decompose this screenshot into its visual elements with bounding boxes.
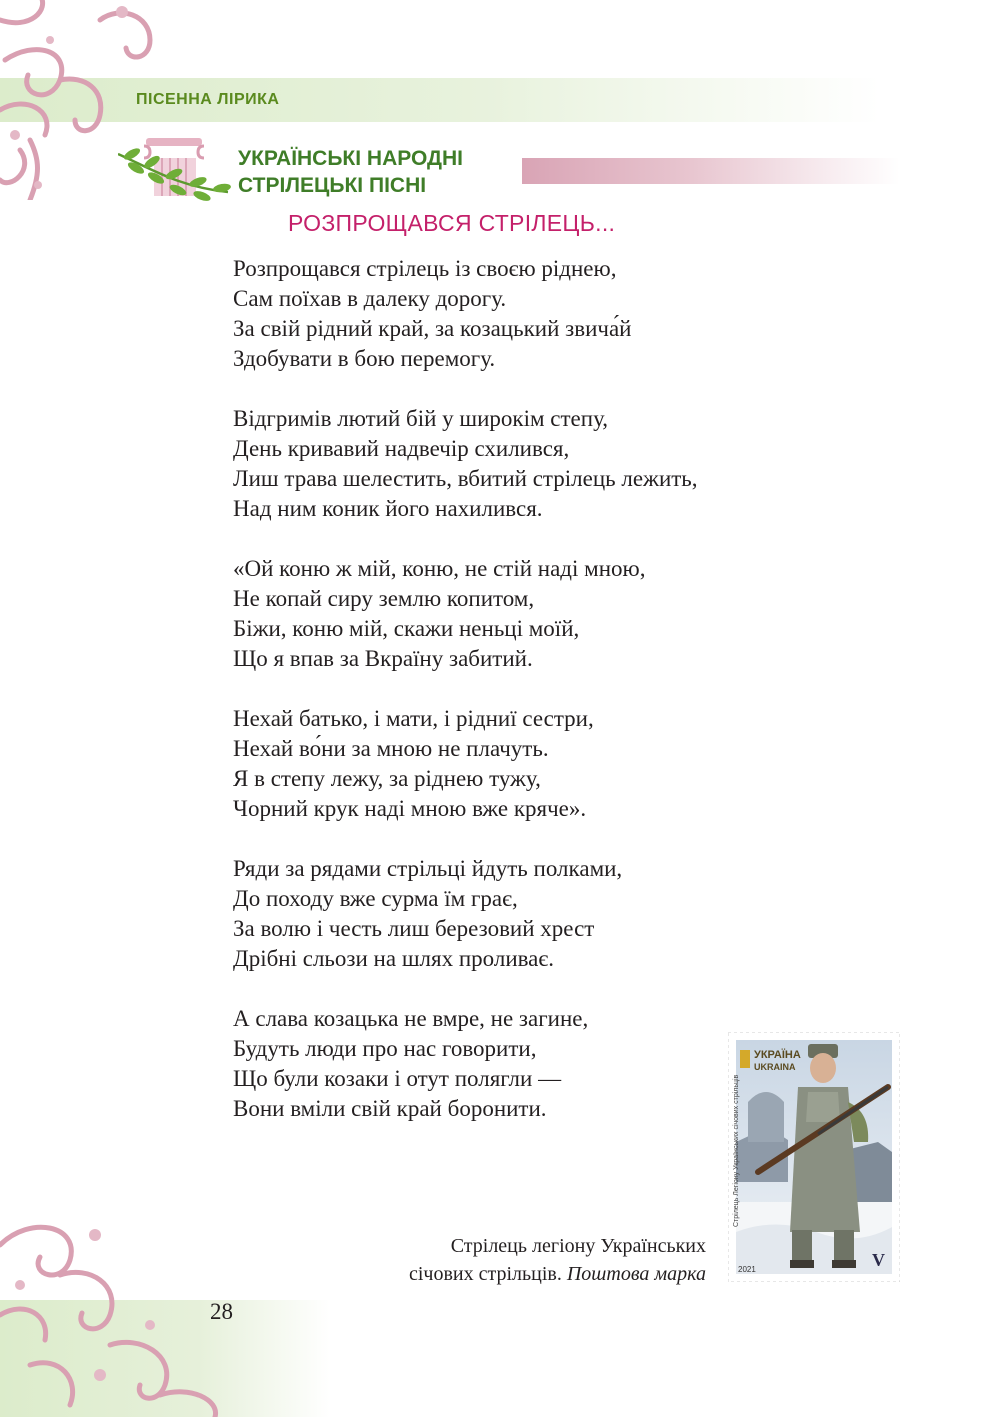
stamp-country-ua: УКРАЇНА [754,1049,801,1061]
caption-line-1: Стрілець легіону Українських [450,1235,706,1257]
stamp-side-text: Стрілець Легіону Українських січових стрільців [733,1074,740,1227]
chapter-title-line-2: СТРІЛЕЦЬКІ ПІСНІ [238,174,427,197]
poem-line: Лиш трава шелестить, вбитий стрілець лежить, [233,466,698,491]
song-title: РОЗПРОЩАВСЯ СТРІЛЕЦЬ... [288,210,616,236]
stamp-country-en: UKRAINA [754,1062,796,1072]
poem-line: Розпрощався стрілець із своєю ріднею, [233,256,617,281]
poem-line: Дрібні сльози на шлях проливає. [233,946,555,971]
poem-line: Ряди за рядами стрільці йдуть полками, [233,856,623,881]
stanza [233,404,698,524]
stanza [233,854,698,974]
poem-line: Відгримів лютий бій у широкім степу, [233,406,609,431]
postage-stamp-image [728,1032,900,1282]
poem-line: День кривавий надвечір схилився, [233,436,570,461]
poem-line: Що я впав за Вкраїну забитий. [233,646,533,671]
column-laurel-icon [118,132,238,207]
stamp-caption [300,1232,706,1288]
stanza [233,1004,698,1124]
poem-line: Будуть люди про нас говорити, [233,1036,537,1061]
stamp-value: V [872,1250,885,1270]
caption-line-2-italic: Поштова марка [566,1263,706,1285]
poem-line: За волю і честь лиш березовий хрест [233,916,595,941]
poem-line: «Ой коню ж мій, коню, не стій наді мною, [233,556,646,581]
poem-line: Сам поїхав в далеку дорогу. [233,286,507,311]
poem-line: До походу вже сурма їм грає, [233,886,518,911]
poem-line: А слава козацька не вмре, не загине, [233,1006,589,1031]
poem-line: Я в степу лежу, за ріднею тужу, [233,766,541,791]
page-number: 28 [210,1299,233,1324]
stamp-year: 2021 [738,1265,756,1274]
poem-line: Біжи, коню мій, скажи неньці моїй, [233,616,580,641]
poem-line: Не копай сиру землю копитом, [233,586,535,611]
poem-text [233,254,698,1154]
poem-line: Над ним коник його нахилився. [233,496,543,521]
poem-line: За свій рідний край, за козацький звича́й [233,316,632,341]
stanza [233,254,698,374]
poem-line: Чорний крук наді мною вже кряче». [233,796,587,821]
decorative-pink-bar [522,158,900,184]
chapter-title [238,145,463,199]
caption-line-2-plain: січових стрільців. [408,1263,562,1285]
poem-line: Нехай во́ни за мною не плачуть. [233,736,549,761]
poem-line: Що були козаки і отут полягли — [233,1066,562,1091]
stanza [233,554,698,674]
section-label: ПІСЕННА ЛІРИКА [136,91,280,108]
caption-line-2 [300,1260,706,1288]
stanza [233,704,698,824]
poem-line: Вони вміли свій край боронити. [233,1096,547,1121]
poem-line: Здобувати в бою перемогу. [233,346,496,371]
chapter-title-line-1: УКРАЇНСЬКІ НАРОДНІ [238,147,463,170]
poem-line: Нехай батько, і мати, і рідниї сестри, [233,706,594,731]
